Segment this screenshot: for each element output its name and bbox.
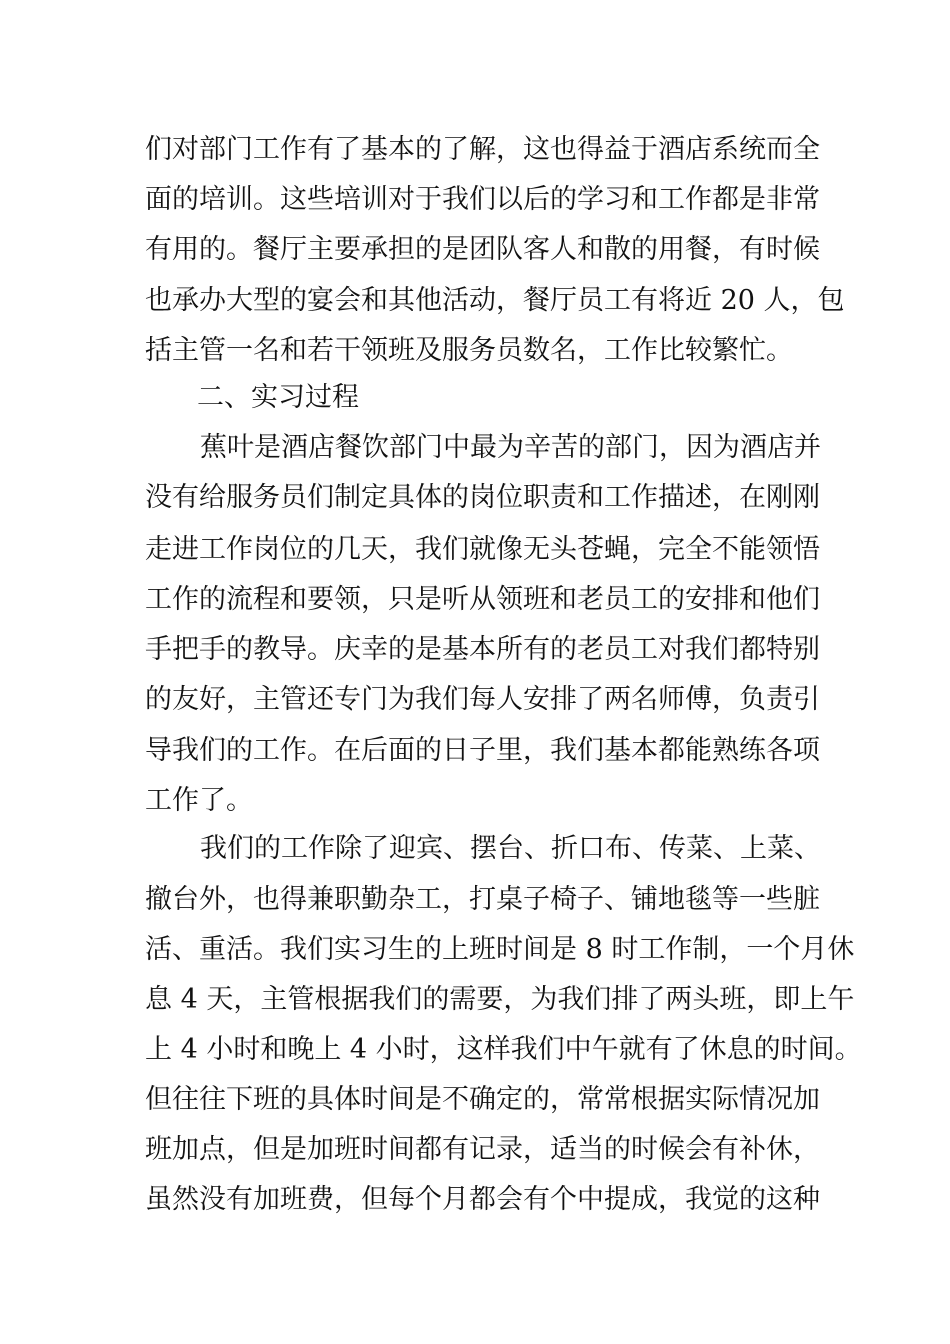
paragraph-line: 们对部门工作有了基本的了解，这也得益于酒店系统而全 bbox=[145, 134, 820, 165]
paragraph-line: 但往往下班的具体时间是不确定的，常常根据实际情况加 bbox=[145, 1084, 820, 1115]
section-heading: 二、实习过程 bbox=[197, 382, 359, 413]
paragraph-line: 上 4 小时和晚上 4 小时，这样我们中午就有了休息的时间。 bbox=[145, 1034, 862, 1065]
paragraph-line: 导我们的工作。在后面的日子里，我们基本都能熟练各项 bbox=[145, 735, 820, 766]
paragraph-line: 班加点，但是加班时间都有记录，适当的时候会有补休， bbox=[145, 1134, 820, 1165]
paragraph-line: 手把手的教导。庆幸的是基本所有的老员工对我们都特别 bbox=[145, 634, 820, 665]
paragraph-line: 没有给服务员们制定具体的岗位职责和工作描述，在刚刚 bbox=[145, 482, 820, 513]
paragraph-line: 活、重活。我们实习生的上班时间是 8 时工作制，一个月休 bbox=[145, 934, 855, 965]
paragraph-line: 有用的。餐厅主要承担的是团队客人和散的用餐，有时候 bbox=[145, 234, 820, 265]
paragraph-line: 括主管一名和若干领班及服务员数名，工作比较繁忙。 bbox=[145, 335, 793, 366]
paragraph-line: 工作了。 bbox=[145, 785, 253, 816]
paragraph-line: 我们的工作除了迎宾、摆台、折口布、传菜、上菜、 bbox=[200, 833, 821, 864]
paragraph-line: 面的培训。这些培训对于我们以后的学习和工作都是非常 bbox=[145, 184, 820, 215]
paragraph-line: 撤台外，也得兼职勤杂工，打桌子椅子、铺地毯等一些脏 bbox=[145, 884, 820, 915]
paragraph-line: 的友好，主管还专门为我们每人安排了两名师傅，负责引 bbox=[145, 684, 820, 715]
paragraph-line: 工作的流程和要领，只是听从领班和老员工的安排和他们 bbox=[145, 584, 820, 615]
paragraph-line: 虽然没有加班费，但每个月都会有个中提成，我觉的这种 bbox=[145, 1184, 820, 1215]
paragraph-line: 走进工作岗位的几天，我们就像无头苍蝇，完全不能领悟 bbox=[145, 534, 820, 565]
paragraph-line: 蕉叶是酒店餐饮部门中最为辛苦的部门，因为酒店并 bbox=[200, 432, 821, 463]
paragraph-line: 息 4 天，主管根据我们的需要，为我们排了两头班，即上午 bbox=[145, 984, 855, 1015]
paragraph-line: 也承办大型的宴会和其他活动，餐厅员工有将近 20 人，包 bbox=[145, 285, 845, 316]
